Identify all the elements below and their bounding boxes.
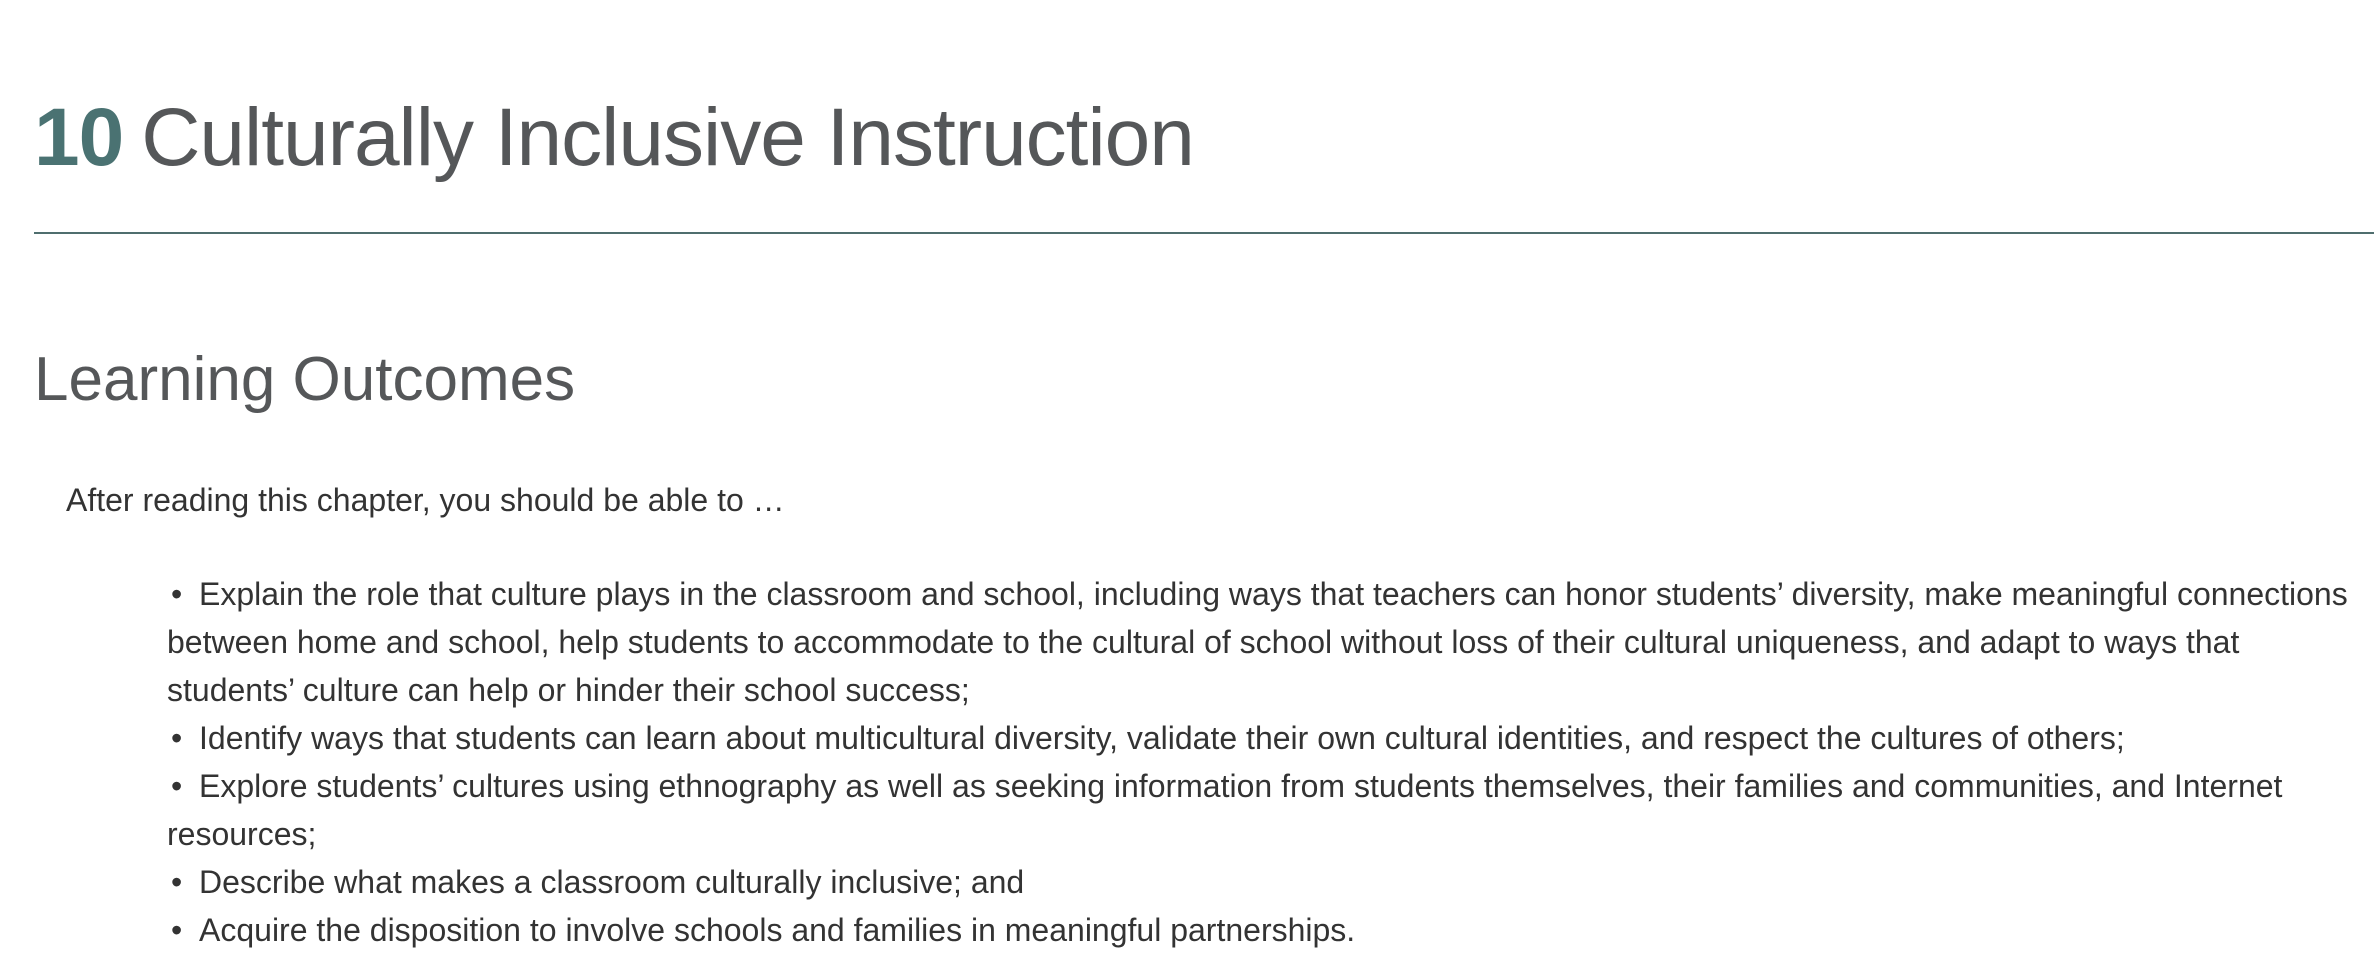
list-item <box>167 570 2359 714</box>
bullet-icon: • <box>171 576 183 612</box>
list-item <box>171 858 2359 906</box>
outcome-text: Identify ways that students can learn about multicultural diversity, validate their own cultural identities, and respect the cultures of others; <box>199 720 2125 756</box>
bullet-icon: • <box>171 864 183 900</box>
bullet-icon: • <box>171 720 183 756</box>
chapter-title: Culturally Inclusive Instruction <box>141 92 1194 183</box>
intro-text: After reading this chapter, you should be able to … <box>66 482 785 518</box>
chapter-number: 10 <box>34 92 124 183</box>
outcome-text: Explore students’ cultures using ethnography as well as seeking information from students themselves, their families and communities, and Internet resources; <box>167 768 2283 852</box>
bullet-icon: • <box>171 768 183 804</box>
outcome-text: Describe what makes a classroom culturally inclusive; and <box>199 864 1025 900</box>
list-item <box>171 714 2359 762</box>
list-item <box>167 762 2359 858</box>
outcome-text: Explain the role that culture plays in the classroom and school, including ways that teachers can honor students’ diversity, make meaningful connections between home and school, help students to accommodate to the cultural of school without loss of their cultural uniqueness, and adapt to ways that students’ culture can help or hinder their school success; <box>167 576 2348 708</box>
list-item <box>171 906 2359 954</box>
section-title: Learning Outcomes <box>34 345 576 414</box>
chapter-heading <box>34 88 1194 188</box>
outcome-text: Acquire the disposition to involve schools and families in meaningful partnerships. <box>199 912 1356 948</box>
chapter-divider <box>34 232 2374 234</box>
learning-outcomes-list <box>167 570 2359 954</box>
bullet-icon: • <box>171 912 183 948</box>
